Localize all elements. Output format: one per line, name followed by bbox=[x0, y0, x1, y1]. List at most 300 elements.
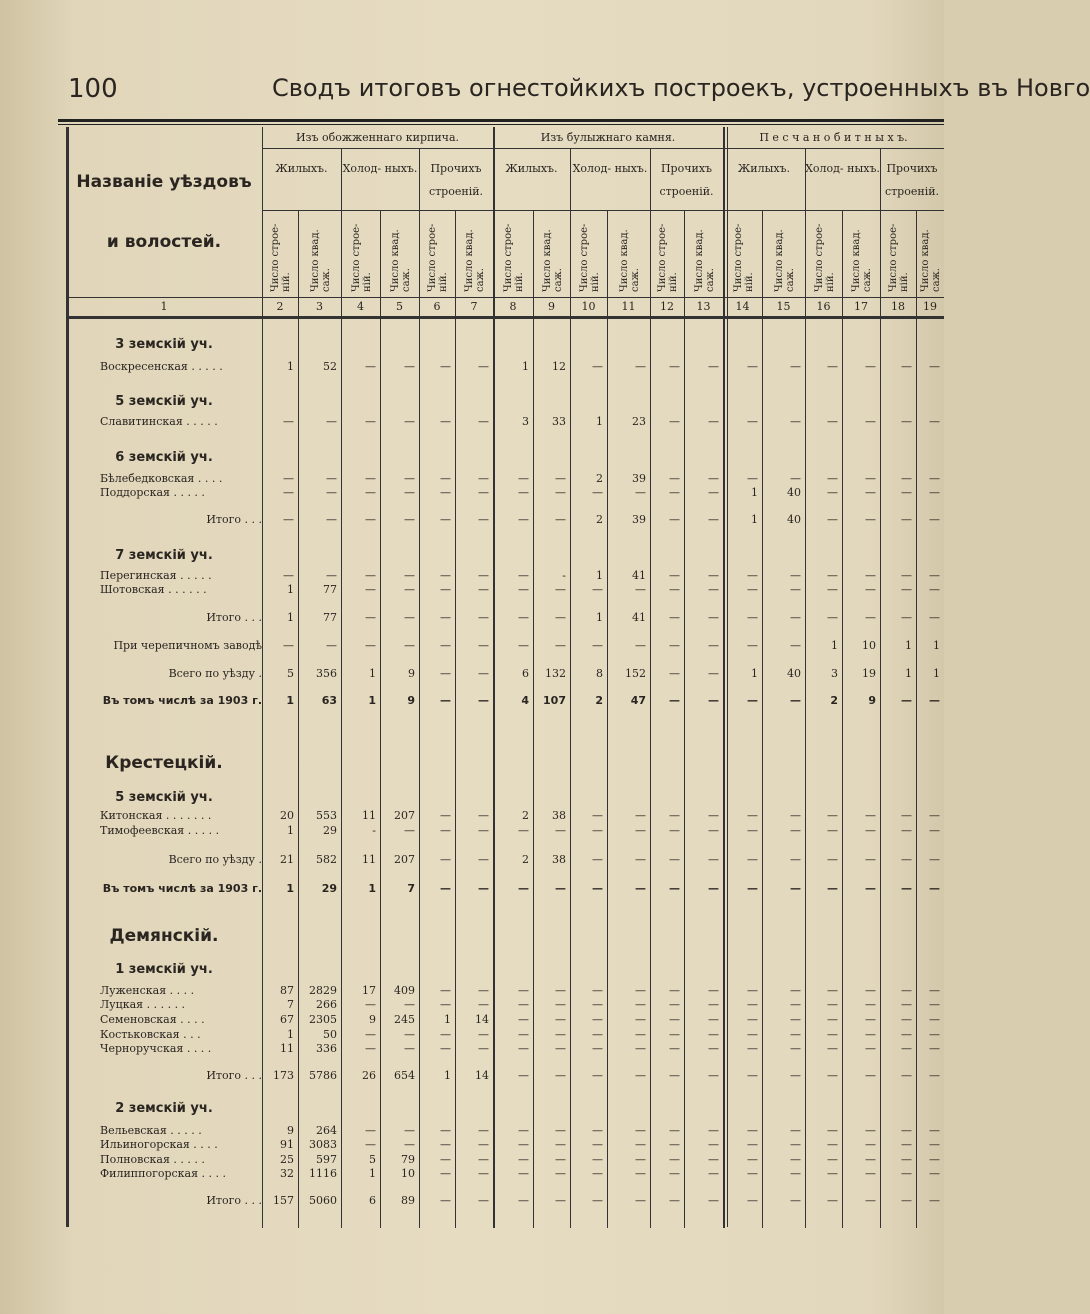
row-label: Итого . . . bbox=[206, 1194, 262, 1207]
table-cell: — bbox=[669, 998, 680, 1011]
table-row bbox=[0, 984, 944, 998]
table-cell: 1 bbox=[596, 415, 603, 428]
table-cell: — bbox=[478, 809, 489, 822]
table-cell: — bbox=[404, 472, 415, 485]
table-cell: — bbox=[478, 667, 489, 680]
table-cell: — bbox=[708, 853, 719, 866]
header-column-label: Число строе- ній. bbox=[503, 223, 525, 292]
row-label: Въ томъ числѣ за 1903 г. bbox=[102, 882, 262, 895]
table-cell: — bbox=[440, 360, 451, 373]
table-cell: — bbox=[827, 984, 838, 997]
header-column-label: Число строе- ній. bbox=[270, 223, 292, 292]
table-cell: — bbox=[827, 1124, 838, 1137]
table-cell: 21 bbox=[280, 853, 294, 866]
table-cell: — bbox=[518, 984, 529, 997]
table-cell: — bbox=[635, 809, 646, 822]
table-cell: — bbox=[865, 415, 876, 428]
table-cell: 91 bbox=[280, 1138, 294, 1151]
table-cell: — bbox=[635, 1013, 646, 1026]
header-sub-rule bbox=[262, 210, 944, 211]
table-cell: — bbox=[518, 1138, 529, 1151]
table-cell: 29 bbox=[323, 824, 337, 837]
header-column-label: Число квад. саж. bbox=[389, 229, 412, 292]
column-number: 12 bbox=[660, 300, 674, 313]
table-cell: — bbox=[555, 1042, 566, 1055]
table-cell: — bbox=[747, 1069, 758, 1082]
table-cell: 654 bbox=[394, 1069, 415, 1082]
table-cell: — bbox=[747, 998, 758, 1011]
table-cell: 11 bbox=[362, 853, 376, 866]
table-cell: — bbox=[478, 824, 489, 837]
table-cell: — bbox=[365, 472, 376, 485]
table-cell: — bbox=[708, 882, 719, 895]
table-cell: 1 bbox=[287, 583, 294, 596]
table-cell: — bbox=[901, 984, 912, 997]
table-cell: 39 bbox=[632, 513, 646, 526]
table-cell: — bbox=[404, 998, 415, 1011]
table-cell: 87 bbox=[280, 984, 294, 997]
table-cell: 14 bbox=[475, 1013, 489, 1026]
table-cell: 3083 bbox=[309, 1138, 337, 1151]
table-cell: 409 bbox=[394, 984, 415, 997]
table-cell: — bbox=[901, 1028, 912, 1041]
table-row bbox=[0, 694, 944, 708]
table-cell: 107 bbox=[543, 694, 566, 707]
table-cell: — bbox=[592, 583, 603, 596]
table-cell: 40 bbox=[787, 486, 801, 499]
table-cell: — bbox=[404, 1124, 415, 1137]
table-cell: — bbox=[901, 998, 912, 1011]
table-cell: — bbox=[901, 513, 912, 526]
table-cell: — bbox=[518, 486, 529, 499]
table-cell: — bbox=[440, 998, 451, 1011]
table-cell: 41 bbox=[632, 611, 646, 624]
table-cell: — bbox=[708, 639, 719, 652]
table-cell: — bbox=[592, 360, 603, 373]
table-cell: — bbox=[669, 415, 680, 428]
table-cell: — bbox=[929, 486, 940, 499]
header-column-label: Число квад. саж. bbox=[309, 229, 332, 292]
table-cell: — bbox=[555, 1153, 566, 1166]
subsection-heading: 3 земскій уч. bbox=[115, 337, 213, 352]
table-cell: — bbox=[747, 853, 758, 866]
table-cell: — bbox=[555, 1167, 566, 1180]
table-cell: — bbox=[929, 472, 940, 485]
table-row bbox=[0, 998, 944, 1012]
header-num-rule-bottom bbox=[66, 316, 944, 319]
header-group-label: Изъ булыжнаго камня. bbox=[540, 131, 676, 144]
table-cell: 1 bbox=[368, 694, 376, 707]
district-heading: Крестецкій. bbox=[105, 753, 223, 773]
table-cell: 1 bbox=[286, 882, 294, 895]
table-cell: — bbox=[478, 360, 489, 373]
table-cell: — bbox=[555, 472, 566, 485]
table-cell: 12 bbox=[552, 360, 566, 373]
header-column-label: Число квад. саж. bbox=[541, 229, 564, 292]
table-cell: — bbox=[790, 824, 801, 837]
table-cell: — bbox=[827, 1028, 838, 1041]
table-cell: 1 bbox=[287, 824, 294, 837]
table-cell: — bbox=[865, 853, 876, 866]
table-row bbox=[0, 360, 944, 374]
table-cell: — bbox=[901, 809, 912, 822]
row-label: Костьковская . . . bbox=[100, 1028, 201, 1041]
column-number: 14 bbox=[735, 300, 750, 313]
table-cell: — bbox=[747, 569, 758, 582]
header-group-label: Изъ обожженнаго кирпича. bbox=[295, 131, 460, 144]
table-cell: — bbox=[901, 1042, 912, 1055]
table-cell: — bbox=[440, 611, 451, 624]
table-cell: - bbox=[562, 569, 566, 582]
table-row bbox=[0, 1153, 944, 1167]
table-cell: — bbox=[326, 569, 337, 582]
row-label: Воскресенская . . . . . bbox=[100, 360, 223, 373]
table-row bbox=[0, 486, 944, 500]
table-cell: — bbox=[865, 611, 876, 624]
table-cell: — bbox=[555, 611, 566, 624]
header-column-label: Число строе- ній. bbox=[813, 223, 836, 292]
table-cell: — bbox=[478, 694, 489, 707]
table-cell: — bbox=[326, 472, 337, 485]
row-label: При черепичномъ заводѣ bbox=[113, 639, 262, 652]
table-cell: — bbox=[283, 569, 294, 582]
subsection-heading: 5 земскій уч. bbox=[115, 790, 213, 805]
table-cell: — bbox=[901, 415, 912, 428]
table-cell: — bbox=[929, 611, 940, 624]
table-cell: — bbox=[555, 1138, 566, 1151]
table-cell: — bbox=[555, 998, 566, 1011]
table-cell: — bbox=[790, 1069, 801, 1082]
header-group-rule bbox=[262, 148, 944, 149]
row-label: Тимофеевская . . . . . bbox=[100, 824, 220, 837]
table-cell: — bbox=[901, 1013, 912, 1026]
table-cell: 9 bbox=[369, 1013, 376, 1026]
table-cell: — bbox=[790, 1138, 801, 1151]
table-cell: — bbox=[669, 1167, 680, 1180]
table-cell: — bbox=[865, 569, 876, 582]
column-number: 2 bbox=[276, 300, 284, 313]
top-rule bbox=[58, 119, 944, 122]
table-cell: 597 bbox=[316, 1153, 337, 1166]
table-cell: — bbox=[478, 639, 489, 652]
table-cell: — bbox=[929, 1153, 940, 1166]
table-cell: 89 bbox=[401, 1194, 415, 1207]
table-cell: — bbox=[929, 513, 940, 526]
table-cell: 336 bbox=[316, 1042, 337, 1055]
table-cell: — bbox=[708, 1069, 719, 1082]
table-row bbox=[0, 1167, 944, 1181]
table-cell: 5060 bbox=[309, 1194, 337, 1207]
table-cell: — bbox=[865, 1013, 876, 1026]
table-cell: — bbox=[518, 1028, 529, 1041]
table-cell: — bbox=[404, 415, 415, 428]
table-cell: — bbox=[827, 569, 838, 582]
column-number: 9 bbox=[548, 300, 555, 313]
header-column-label: Число квад. саж. bbox=[693, 229, 716, 292]
table-cell: — bbox=[790, 472, 801, 485]
table-cell: 1 bbox=[368, 882, 376, 895]
table-cell: — bbox=[440, 667, 451, 680]
table-cell: — bbox=[669, 1028, 680, 1041]
table-cell: — bbox=[790, 639, 801, 652]
header-column-label: Число строе- ній. bbox=[350, 223, 373, 292]
page-title: Сводъ итоговъ огнестойкихъ построекъ, устроенныхъ въ Новго bbox=[272, 74, 1090, 102]
table-cell: — bbox=[478, 1138, 489, 1151]
header-subgroup-label: Холод- ныхъ. bbox=[342, 162, 418, 175]
table-cell: — bbox=[827, 1194, 838, 1207]
table-cell: — bbox=[478, 882, 489, 895]
table-cell: 582 bbox=[316, 853, 337, 866]
table-cell: — bbox=[865, 1124, 876, 1137]
table-cell: — bbox=[827, 583, 838, 596]
table-cell: — bbox=[901, 1167, 912, 1180]
table-cell: — bbox=[669, 611, 680, 624]
table-cell: — bbox=[901, 1069, 912, 1082]
table-cell: 79 bbox=[401, 1153, 415, 1166]
table-cell: 63 bbox=[321, 694, 337, 707]
table-cell: — bbox=[790, 1028, 801, 1041]
table-cell: — bbox=[827, 882, 838, 895]
table-cell: 9 bbox=[407, 694, 415, 707]
table-cell: 1 bbox=[596, 611, 603, 624]
table-cell: — bbox=[592, 824, 603, 837]
table-cell: — bbox=[669, 583, 680, 596]
table-cell: — bbox=[365, 639, 376, 652]
table-cell: — bbox=[669, 1013, 680, 1026]
table-cell: — bbox=[747, 415, 758, 428]
table-cell: — bbox=[635, 824, 646, 837]
header-column-label: Число строе- ній. bbox=[427, 223, 449, 292]
table-cell: — bbox=[635, 1138, 646, 1151]
table-cell: 41 bbox=[632, 569, 646, 582]
row-label: Въ томъ числѣ за 1903 г. bbox=[102, 694, 262, 707]
table-cell: — bbox=[827, 824, 838, 837]
table-cell: — bbox=[827, 472, 838, 485]
header-subgroup-label: Прочихъ строеній. bbox=[884, 162, 940, 198]
table-cell: — bbox=[747, 882, 758, 895]
table-cell: — bbox=[790, 415, 801, 428]
table-cell: 152 bbox=[625, 667, 646, 680]
table-cell: 38 bbox=[552, 809, 566, 822]
table-cell: 8 bbox=[596, 667, 603, 680]
table-cell: — bbox=[404, 639, 415, 652]
table-cell: — bbox=[929, 1069, 940, 1082]
table-cell: — bbox=[404, 486, 415, 499]
column-number: 1 bbox=[160, 300, 168, 313]
column-number: 5 bbox=[396, 300, 403, 313]
table-cell: 1 bbox=[444, 1013, 451, 1026]
row-label: Ильиногорская . . . . bbox=[100, 1138, 218, 1151]
table-cell: — bbox=[283, 415, 294, 428]
table-cell: — bbox=[929, 1028, 940, 1041]
table-cell: 2 bbox=[522, 809, 529, 822]
table-cell: — bbox=[635, 1069, 646, 1082]
table-cell: — bbox=[669, 639, 680, 652]
table-row bbox=[0, 1124, 944, 1138]
table-row bbox=[0, 1138, 944, 1152]
table-cell: — bbox=[440, 1124, 451, 1137]
table-cell: — bbox=[865, 513, 876, 526]
table-cell: — bbox=[708, 1124, 719, 1137]
table-cell: — bbox=[635, 998, 646, 1011]
table-row bbox=[0, 639, 944, 653]
table-cell: — bbox=[827, 486, 838, 499]
table-cell: — bbox=[669, 1069, 680, 1082]
table-cell: — bbox=[708, 472, 719, 485]
table-cell: — bbox=[929, 1194, 940, 1207]
table-cell: — bbox=[901, 824, 912, 837]
table-cell: — bbox=[747, 809, 758, 822]
table-cell: — bbox=[669, 694, 680, 707]
table-cell: — bbox=[901, 1124, 912, 1137]
table-cell: 1 bbox=[831, 639, 838, 652]
table-cell: — bbox=[478, 1153, 489, 1166]
table-cell: 1 bbox=[933, 639, 940, 652]
table-cell: — bbox=[440, 694, 451, 707]
column-number: 6 bbox=[433, 300, 441, 313]
table-cell: — bbox=[747, 639, 758, 652]
table-cell: — bbox=[901, 583, 912, 596]
table-cell: — bbox=[478, 984, 489, 997]
table-cell: — bbox=[592, 1194, 603, 1207]
table-cell: — bbox=[592, 1028, 603, 1041]
row-label: Итого . . . bbox=[206, 513, 262, 526]
table-cell: — bbox=[635, 1167, 646, 1180]
table-cell: — bbox=[669, 360, 680, 373]
table-cell: 1 bbox=[444, 1069, 451, 1082]
table-cell: — bbox=[635, 853, 646, 866]
table-cell: 4 bbox=[521, 694, 529, 707]
table-cell: 19 bbox=[862, 667, 876, 680]
table-cell: — bbox=[929, 853, 940, 866]
table-cell: — bbox=[901, 360, 912, 373]
column-number: 16 bbox=[816, 300, 831, 313]
table-cell: — bbox=[827, 853, 838, 866]
table-cell: — bbox=[901, 853, 912, 866]
table-cell: — bbox=[865, 1042, 876, 1055]
table-cell: — bbox=[827, 1069, 838, 1082]
table-cell: — bbox=[669, 882, 680, 895]
table-cell: — bbox=[708, 569, 719, 582]
table-cell: — bbox=[365, 1124, 376, 1137]
table-cell: — bbox=[929, 1167, 940, 1180]
table-cell: 2829 bbox=[309, 984, 337, 997]
table-cell: — bbox=[592, 1167, 603, 1180]
header-group-label: П е с ч а н о б и т н ы х ъ. bbox=[759, 131, 908, 144]
table-cell: — bbox=[747, 1167, 758, 1180]
table-cell: — bbox=[283, 486, 294, 499]
header-column-label: Число квад. саж. bbox=[618, 229, 641, 292]
table-cell: 9 bbox=[868, 694, 876, 707]
table-cell: — bbox=[901, 486, 912, 499]
table-cell: 14 bbox=[475, 1069, 489, 1082]
table-cell: — bbox=[592, 882, 603, 895]
table-cell: — bbox=[790, 882, 801, 895]
table-cell: 10 bbox=[862, 639, 876, 652]
table-cell: — bbox=[827, 1153, 838, 1166]
table-cell: 1 bbox=[369, 1167, 376, 1180]
table-cell: — bbox=[669, 1124, 680, 1137]
row-label: Итого . . . bbox=[206, 611, 262, 624]
column-number: 18 bbox=[891, 300, 905, 313]
table-cell: — bbox=[440, 639, 451, 652]
table-cell: — bbox=[669, 809, 680, 822]
table-cell: — bbox=[440, 472, 451, 485]
table-cell: — bbox=[708, 1028, 719, 1041]
table-cell: — bbox=[747, 360, 758, 373]
table-cell: — bbox=[708, 486, 719, 499]
table-cell: 2 bbox=[522, 853, 529, 866]
table-cell: — bbox=[865, 984, 876, 997]
table-cell: — bbox=[404, 360, 415, 373]
subsection-heading: 6 земскій уч. bbox=[115, 450, 213, 465]
header-column-label: Число квад. саж. bbox=[773, 229, 796, 292]
table-cell: — bbox=[708, 513, 719, 526]
table-cell: — bbox=[592, 486, 603, 499]
table-cell: — bbox=[790, 1124, 801, 1137]
table-cell: — bbox=[365, 486, 376, 499]
column-number: 11 bbox=[621, 300, 636, 313]
table-cell: — bbox=[478, 1167, 489, 1180]
table-cell: 266 bbox=[316, 998, 337, 1011]
row-label: Филиппогорская . . . . bbox=[100, 1167, 227, 1180]
table-cell: — bbox=[365, 360, 376, 373]
table-cell: — bbox=[518, 824, 529, 837]
table-row bbox=[0, 513, 944, 527]
table-cell: — bbox=[518, 882, 529, 895]
table-cell: 40 bbox=[787, 513, 801, 526]
table-cell: 173 bbox=[273, 1069, 294, 1082]
table-cell: — bbox=[635, 1124, 646, 1137]
district-heading: Демянскій. bbox=[109, 926, 219, 946]
table-cell: — bbox=[478, 1124, 489, 1137]
table-row bbox=[0, 583, 944, 597]
column-number: 17 bbox=[854, 300, 868, 313]
table-cell: — bbox=[555, 882, 566, 895]
table-cell: — bbox=[478, 513, 489, 526]
table-cell: — bbox=[518, 611, 529, 624]
table-row bbox=[0, 1028, 944, 1042]
table-cell: — bbox=[929, 809, 940, 822]
column-number: 3 bbox=[316, 300, 323, 313]
table-cell: 9 bbox=[408, 667, 415, 680]
table-cell: — bbox=[555, 583, 566, 596]
table-cell: — bbox=[790, 998, 801, 1011]
table-cell: — bbox=[404, 1042, 415, 1055]
table-cell: — bbox=[440, 809, 451, 822]
row-label: Шотовская . . . . . . bbox=[100, 583, 207, 596]
table-cell: — bbox=[555, 984, 566, 997]
table-cell: — bbox=[518, 639, 529, 652]
table-cell: — bbox=[326, 639, 337, 652]
table-cell: — bbox=[592, 998, 603, 1011]
table-cell: — bbox=[592, 984, 603, 997]
subsection-heading: 7 земскій уч. bbox=[115, 548, 213, 563]
table-cell: — bbox=[440, 1167, 451, 1180]
table-cell: 207 bbox=[394, 853, 415, 866]
table-cell: — bbox=[708, 1042, 719, 1055]
table-cell: — bbox=[478, 998, 489, 1011]
subsection-heading: 5 земскій уч. bbox=[115, 394, 213, 409]
table-cell: — bbox=[790, 569, 801, 582]
table-cell: 1 bbox=[596, 569, 603, 582]
page-number: 100 bbox=[68, 74, 118, 104]
table-cell: 1 bbox=[751, 667, 758, 680]
table-cell: — bbox=[929, 984, 940, 997]
table-cell: — bbox=[669, 824, 680, 837]
table-cell: — bbox=[365, 611, 376, 624]
header-column-label: Число квад. саж. bbox=[920, 229, 942, 292]
